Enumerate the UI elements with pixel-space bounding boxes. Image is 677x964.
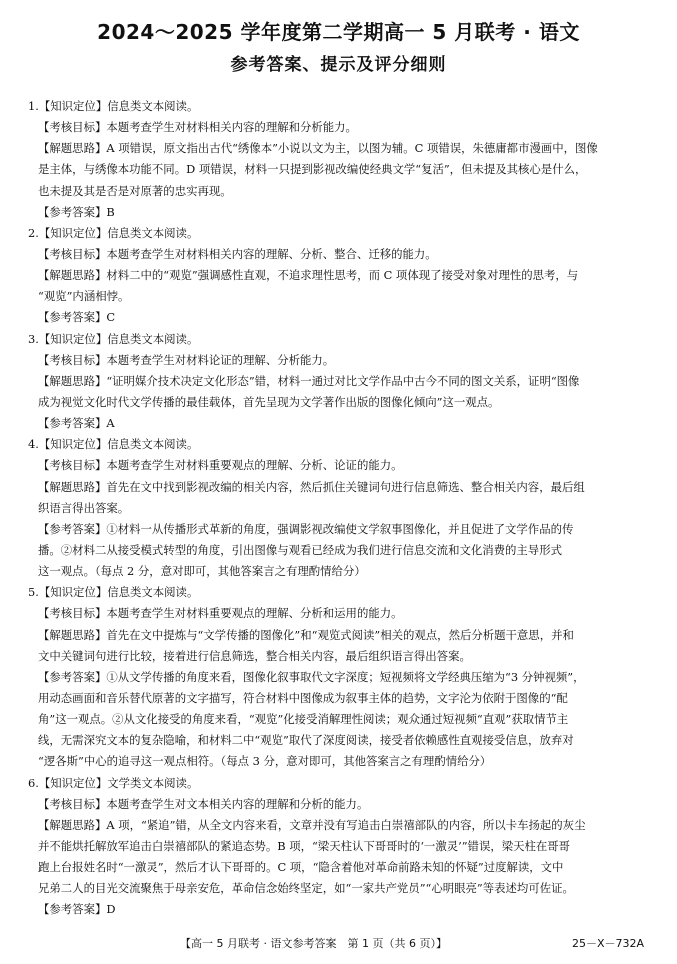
text-line: 线，无需深究文本的复杂隐喻，和材料二中“观览”取代了深度阅读，接受者依赖感性直观接受信息，放弃对	[38, 733, 574, 748]
text-line: 播。②材料二从接受模式转型的角度，引出图像与观看已经成为我们进行信息交流和文化消费的主导形式	[38, 542, 562, 557]
text-line: 【参考答案】B	[38, 204, 115, 219]
text-line: 用动态画面和音乐替代原著的文字描写，符合材料中图像成为叙事主体的趋势，文字沦为依附于图像的“配	[38, 690, 568, 705]
text-line: 【参考答案】A	[38, 416, 115, 431]
text-line: 成为视觉文化时代文学传播的最佳载体，首先呈现为文学著作出版的图像化倾向”这一观点。	[38, 394, 500, 409]
question-heading: 4.【知识定位】信息类文本阅读。	[28, 437, 199, 452]
text-line: 角”这一观点。②从文化接受的角度来看，“观览”化接受消解理性阅读；观众通过短视频“直观”获取情节主	[38, 712, 569, 727]
question-heading: 6.【知识定位】文学类文本阅读。	[28, 775, 199, 790]
text-line: 【考核目标】本题考查学生对材料相关内容的理解和分析能力。	[38, 120, 357, 135]
text-line: 【解题思路】材料二中的“观览”强调感性直观，不追求理性思考，而 C 项体现了接受对象对理性的思考，与	[38, 268, 579, 283]
text-line: 文中关键词句进行比较，接着进行信息筛选，整合相关内容，最后组织语言得出答案。	[38, 648, 471, 663]
page-subtitle: 参考答案、提示及评分细则	[230, 55, 447, 75]
text-line: 【参考答案】①材料一从传播形式革新的角度，强调影视改编使文学叙事图像化，并且促进了文学作品的传	[38, 521, 574, 536]
text-line: 织语言得出答案。	[38, 500, 130, 515]
text-line: 跑上台报姓名时“一激灵”，然后才认下哥哥的。C 项，“隐含着他对革命前路未知的怀疑”过度解读，文中	[38, 860, 564, 875]
question-heading: 5.【知识定位】信息类文本阅读。	[28, 585, 199, 600]
text-line: 【参考答案】D	[38, 902, 116, 917]
text-line: 【解题思路】首先在文中提炼与“文学传播的图像化”和“观览式阅读”相关的观点，然后分析题干意思，并和	[38, 627, 574, 642]
text-line: “观览”内涵相悖。	[38, 289, 130, 304]
text-line: 【解题思路】首先在文中找到影视改编的相关内容，然后抓住关键词句进行信息筛选、整合相关内容，最后组	[38, 479, 585, 494]
text-line: 【参考答案】C	[38, 310, 116, 325]
text-line: 【解题思路】A 项错误，原文指出古代“绣像本”小说以文为主，以图为辅。C 项错误，朱德庸都市漫画中，图像	[38, 141, 598, 156]
text-line: 是主体，与绣像本功能不同。D 项错误，材料一只提到影视改编使经典文学“复活”，但未提及其核心是什么，	[38, 162, 587, 177]
answer-body	[28, 96, 660, 920]
text-line: 【考核目标】本题考查学生对文本相关内容的理解和分析的能力。	[38, 796, 369, 811]
text-line: 【解题思路】“证明媒介技术决定文化形态”错，材料一通过对比文学作品中古今不同的图文关系，证明“图像	[38, 373, 580, 388]
text-line: 也未提及其是否是对原著的忠实再现。	[38, 183, 232, 198]
text-line: 【考核目标】本题考查学生对材料相关内容的理解、分析、整合、迁移的能力。	[38, 246, 437, 261]
question-heading: 2.【知识定位】信息类文本阅读。	[28, 225, 199, 240]
text-line: “逻各斯”中心的追寻这一观点相符。（每点 3 分，意对即可，其他答案言之有理酌情给分）	[38, 754, 492, 769]
text-line: 【考核目标】本题考查学生对材料重要观点的理解、分析和运用的能力。	[38, 606, 403, 621]
text-line: 这一观点。（每点 2 分，意对即可，其他答案言之有理酌情给分）	[38, 564, 366, 579]
question-heading: 3.【知识定位】信息类文本阅读。	[28, 331, 199, 346]
text-line: 【考核目标】本题考查学生对材料论证的理解、分析能力。	[38, 352, 335, 367]
text-line: 【解题思路】A 项，“紧追”错，从全文内容来看，文章并没有写追击白崇禧部队的内容，所以卡车扬起的灰尘	[38, 817, 586, 832]
question-heading: 1.【知识定位】信息类文本阅读。	[28, 99, 199, 113]
text-line: 【考核目标】本题考查学生对材料重要观点的理解、分析、论证的能力。	[38, 458, 403, 473]
footer-code: 25－X－732A	[572, 937, 645, 950]
text-line: 【参考答案】①从文学传播的角度来看，图像化叙事取代文字深度；短视频将文学经典压缩为“3 分钟视频”，	[38, 669, 585, 684]
text-line: 并不能烘托解放军追击白崇禧部队的紧追态势。B 项，“梁天柱认下哥哥时的‘一激灵’”错误，梁天柱在哥哥	[38, 838, 571, 853]
page-title: 2024～2025 学年度第二学期高一 5 月联考 · 语文	[97, 20, 580, 44]
footer-page-info: 【高一 5 月联考 · 语文参考答案 第 1 页（共 6 页）】	[180, 937, 447, 950]
text-line: 兄弟二人的目光交流聚焦于母亲安危，革命信念始终坚定，如“一家共产党员”“心明眼亮”等表述均可佐证。	[38, 881, 574, 896]
